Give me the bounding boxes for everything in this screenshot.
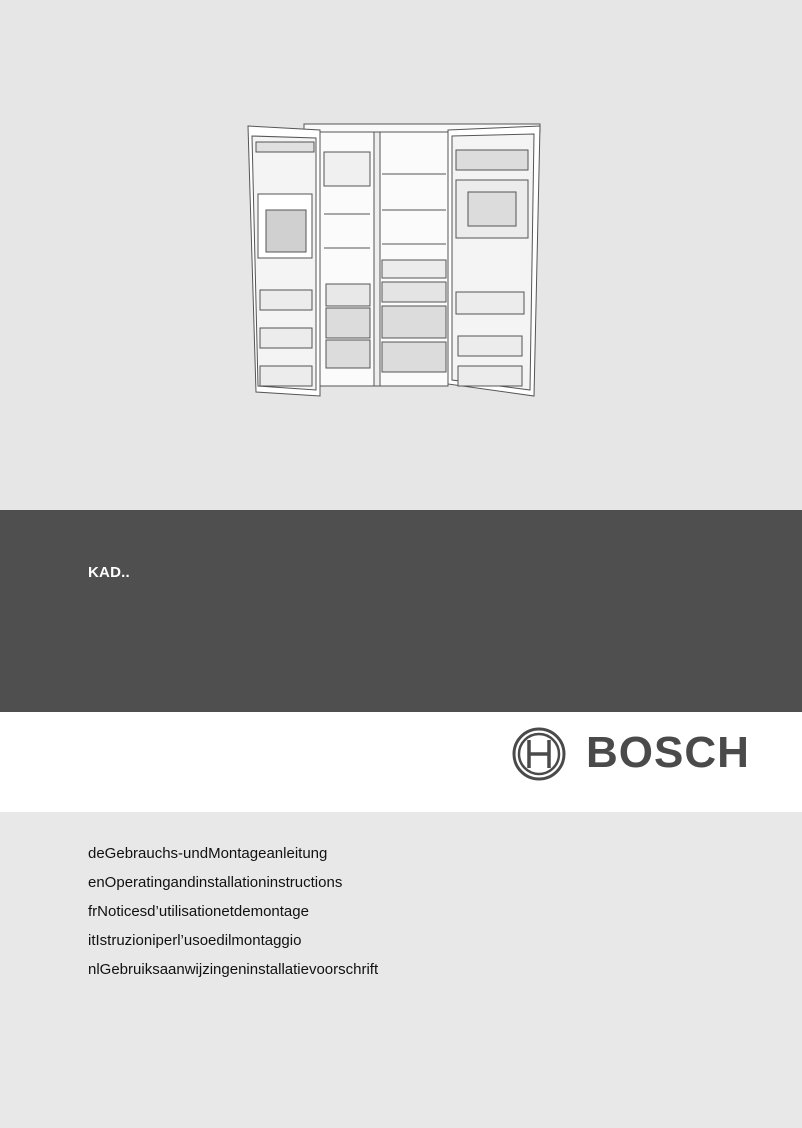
language-item-de: deGebrauchs-undMontageanleitung <box>88 845 328 862</box>
language-list <box>88 844 378 989</box>
brand-band <box>0 712 802 812</box>
cover-illustration-panel <box>0 0 802 510</box>
language-item-it: itIstruzioniperl’usoedilmontaggio <box>88 932 302 949</box>
bosch-armature-logo-icon <box>512 727 566 781</box>
languages-panel <box>0 812 802 1128</box>
model-band <box>0 510 802 712</box>
refrigerator-illustration <box>246 122 542 400</box>
language-item-nl: nlGebruiksaanwijzingeninstallatievoorschrift <box>88 961 379 978</box>
language-item-fr: frNoticesd’utilisationetdemontage <box>88 903 309 920</box>
brand-name: BOSCH <box>586 728 750 777</box>
language-item-en: enOperatingandinstallationinstructions <box>88 874 343 891</box>
model-name: KAD.. <box>88 564 130 581</box>
